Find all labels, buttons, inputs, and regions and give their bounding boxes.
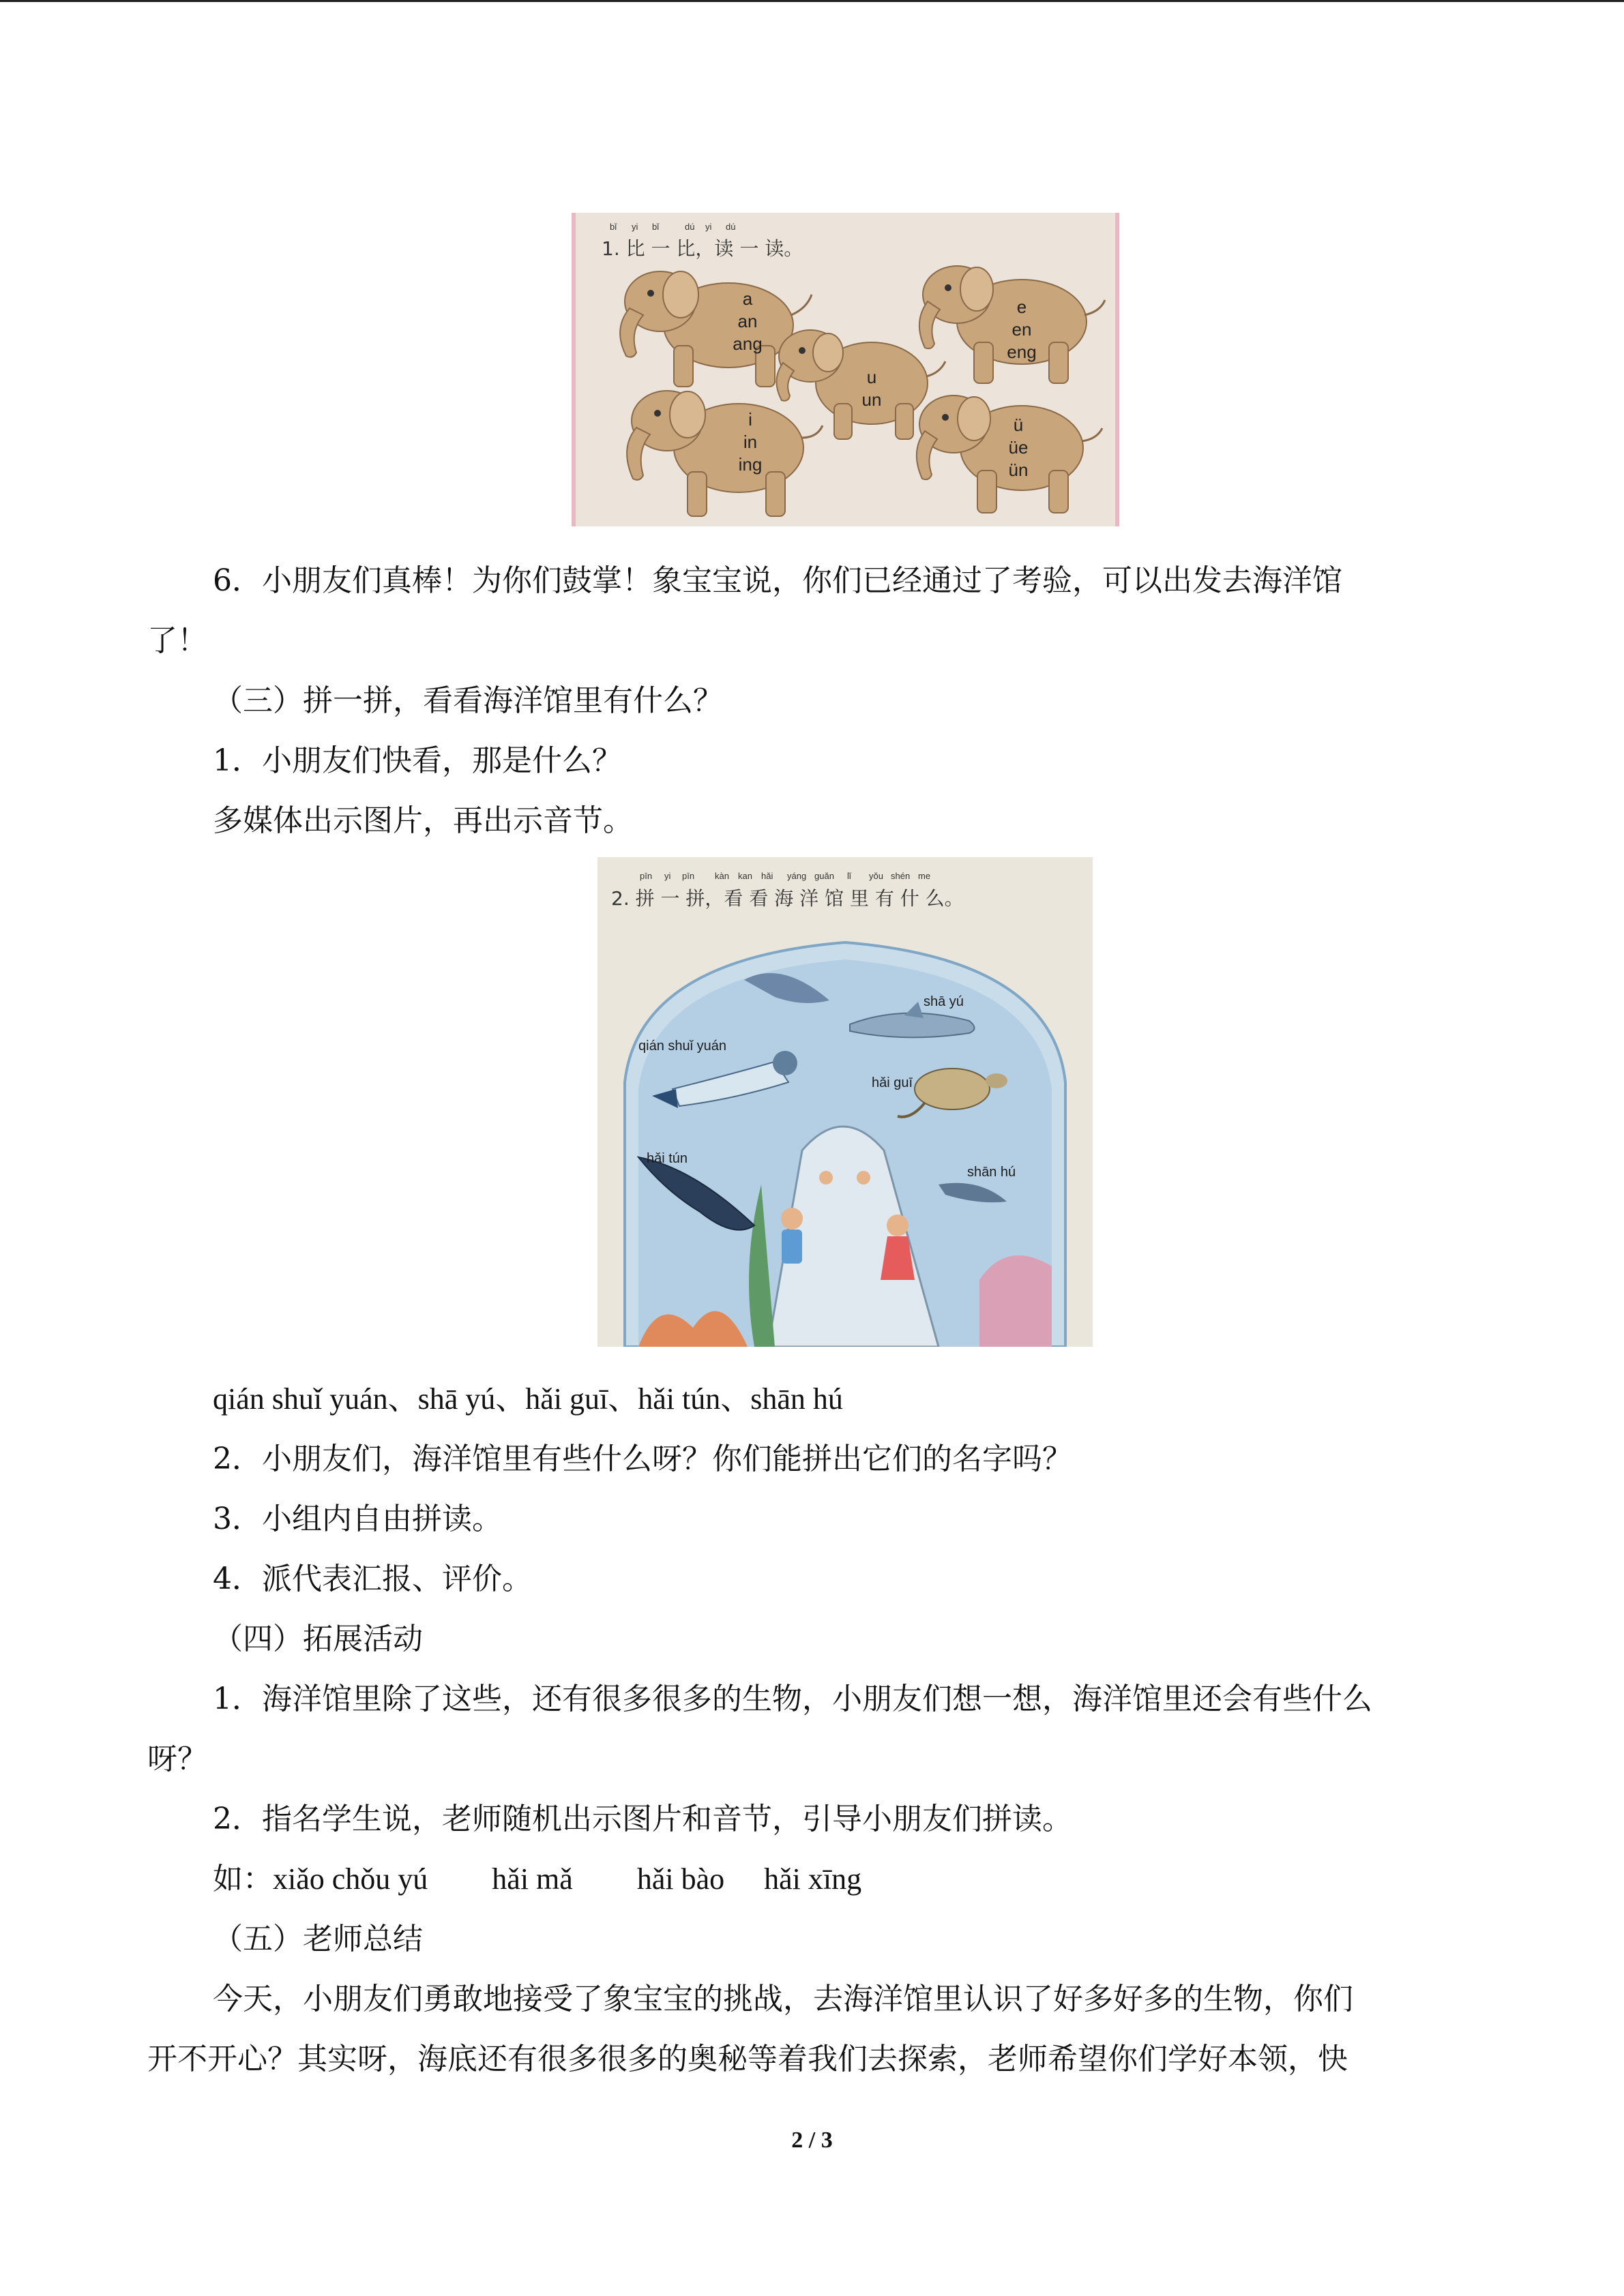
fig2-pinyin-4: kan [738, 871, 752, 881]
label-turtle: hǎi guī [872, 1075, 913, 1090]
elephants-illustration [572, 213, 1119, 526]
step4-1-line1: 1．海洋馆里除了这些，还有很多很多的生物，小朋友们想一想，海洋馆里还会有些什么 [213, 1682, 1372, 1716]
step3-4: 4．派代表汇报、评价。 [213, 1562, 532, 1596]
fig2-pinyin-6: yáng [787, 871, 807, 881]
elephant-e-line-1: en [1012, 319, 1032, 340]
aquarium-illustration [597, 857, 1093, 1347]
elephant-v-line-2: ün [1008, 460, 1029, 480]
para-6-line1: 6．小朋友们真棒！为你们鼓掌！象宝宝说，你们已经通过了考验，可以出发去海洋馆 [213, 563, 1342, 598]
fig2-pinyin-10: shén [891, 871, 911, 881]
page-number: 2 / 3 [791, 2128, 833, 2153]
fig1-pinyin-5: dú [726, 222, 736, 232]
label-diver: qián shuǐ yuán [638, 1039, 726, 1054]
summary-line1: 今天，小朋友们勇敢地接受了象宝宝的挑战，去海洋馆里认识了好多好多的生物，你们 [213, 1982, 1353, 2016]
figure1-title: 1. 比 一 比，读 一 读。 [602, 237, 803, 260]
label-shark: shā yú [924, 994, 964, 1009]
step3-1-note: 多媒体出示图片，再出示音节。 [213, 803, 633, 838]
fig2-pinyin-9: yǒu [869, 871, 883, 881]
elephant-e-line-2: eng [1007, 342, 1037, 362]
fig1-pinyin-2: bǐ [652, 222, 660, 232]
figure2-title: 2. 拼 一 拼，看 看 海 洋 馆 里 有 什 么。 [611, 887, 964, 910]
elephant-e-line-0: e [1016, 297, 1027, 317]
elephant-a-line-1: an [737, 311, 758, 331]
fig2-pinyin-1: yi [664, 871, 671, 881]
para-6-line2: 了！ [147, 623, 207, 658]
fig1-pinyin-0: bǐ [610, 222, 617, 232]
step3-3: 3．小组内自由拼读。 [213, 1502, 502, 1536]
example-item: hǎi bào [636, 1862, 725, 1896]
step4-1-line2: 呀？ [147, 1742, 207, 1776]
step3-1: 1．小朋友们快看，那是什么？ [213, 743, 622, 778]
elephant-v-line-0: ü [1013, 415, 1024, 435]
elephant-a-line-2: ang [733, 333, 763, 354]
step4-2: 2．指名学生说，老师随机出示图片和音节，引导小朋友们拼读。 [213, 1802, 1072, 1836]
coral [979, 1255, 1052, 1347]
fig2-pinyin-0: pīn [640, 871, 653, 881]
fig1-pinyin-4: yi [705, 222, 712, 232]
fig2-pinyin-11: me [918, 871, 931, 881]
example-item: hǎi mǎ [492, 1862, 573, 1896]
elephant-u-line-0: u [866, 367, 877, 387]
label-coral: shān hú [967, 1165, 1016, 1180]
elephant-a-line-0: a [742, 288, 753, 309]
fig2-pinyin-3: kàn [715, 871, 729, 881]
elephant-i-line-0: i [748, 409, 752, 430]
section5-heading: （五）老师总结 [213, 1922, 423, 1956]
fig2-pinyin-5: hǎi [761, 871, 773, 881]
top-rule [0, 0, 1624, 2]
elephant-u-line-1: un [861, 389, 882, 410]
elephant-i-line-2: ing [738, 454, 763, 475]
example-item: hǎi xīng [764, 1862, 862, 1896]
syllables-line: qián shuǐ yuán、shā yú、hǎi guī、hǎi tún、shān hú [213, 1382, 843, 1416]
elephant-v-line-1: üe [1008, 437, 1029, 458]
step3-2: 2．小朋友们，海洋馆里有些什么呀？你们能拼出它们的名字吗？ [213, 1442, 1072, 1476]
examples-prefix: 如： [213, 1862, 273, 1896]
label-dolphin: hǎi tún [647, 1151, 688, 1166]
fig2-pinyin-8: lǐ [847, 871, 851, 881]
example-item: xiǎo chǒu yú [273, 1862, 428, 1896]
figure-aquarium [597, 857, 1093, 1347]
section3-heading: （三）拼一拼，看看海洋馆里有什么？ [213, 683, 723, 718]
summary-line2: 开不开心？其实呀，海底还有很多很多的奥秘等着我们去探索，老师希望你们学好本领，快 [147, 2042, 1348, 2076]
section4-heading: （四）拓展活动 [213, 1622, 423, 1656]
figure-elephants [572, 213, 1119, 526]
fig2-pinyin-2: pīn [682, 871, 695, 881]
fig1-pinyin-1: yi [632, 222, 638, 232]
fig2-pinyin-7: guǎn [814, 871, 834, 881]
fig1-pinyin-3: dú [685, 222, 695, 232]
elephant-i-line-1: in [743, 432, 758, 452]
examples-line [213, 1859, 861, 1900]
